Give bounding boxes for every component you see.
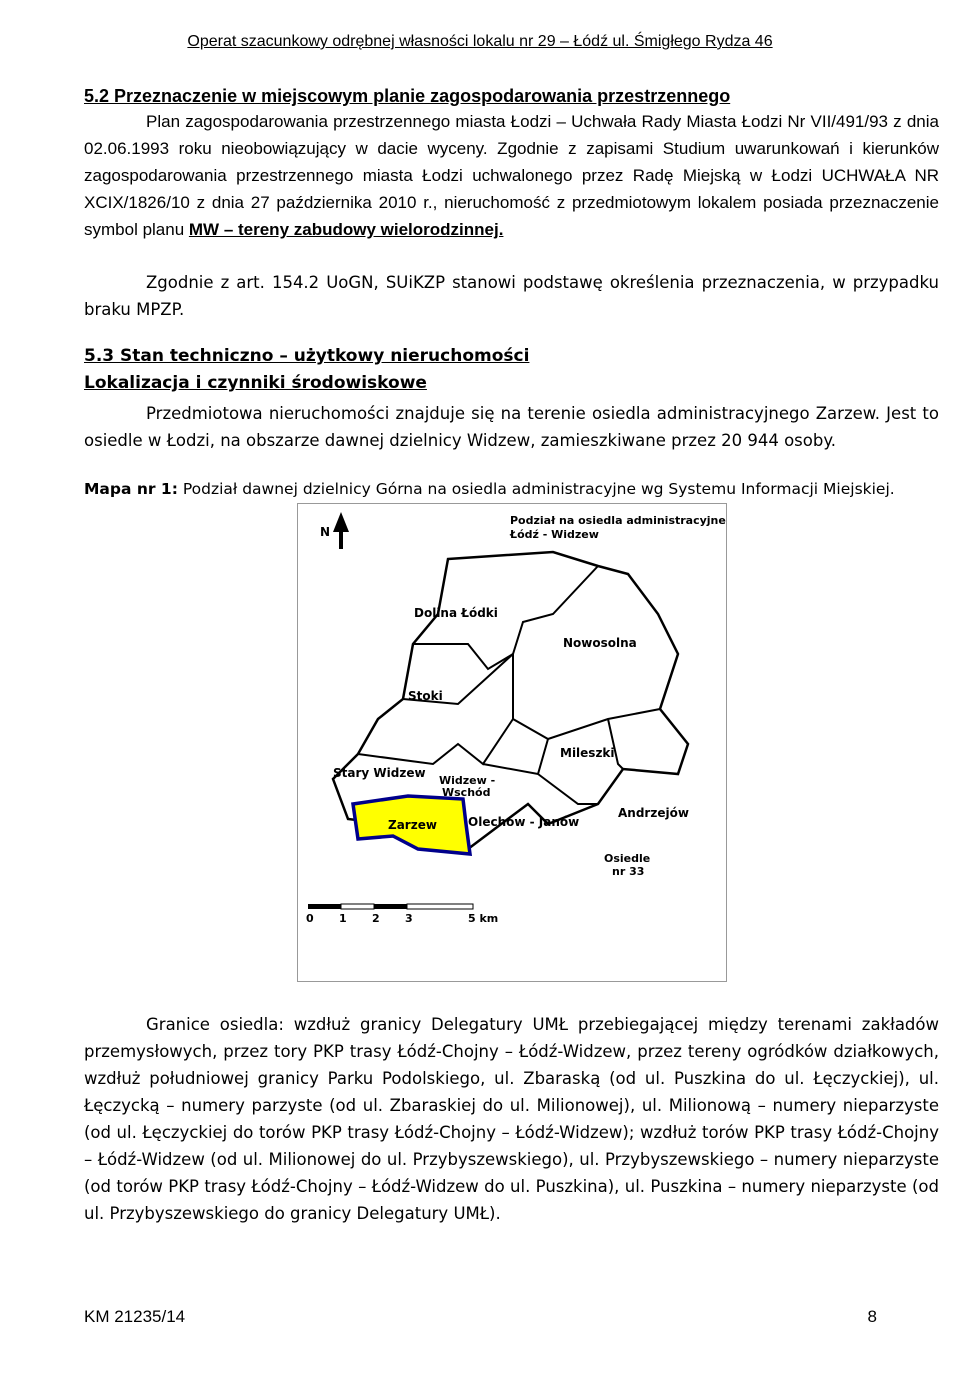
map-title-line2: Łódź - Widzew bbox=[510, 528, 599, 541]
label-stoki: Stoki bbox=[408, 689, 443, 703]
scale-segment-4 bbox=[407, 904, 473, 909]
label-widzew-wschod-2: Wschód bbox=[442, 786, 491, 799]
map-caption-text: Podział dawnej dzielnicy Górna na osiedla administracyjne wg Systemu Informacji Miejskiej. bbox=[177, 480, 895, 498]
label-nowosolna: Nowosolna bbox=[563, 636, 637, 650]
running-header: Operat szacunkowy odrębnej własności lokalu nr 29 – Łódź ul. Śmigłego Rydza 46 bbox=[187, 33, 773, 50]
map-caption bbox=[84, 480, 939, 498]
label-osiedle-33-2: nr 33 bbox=[612, 865, 645, 878]
label-osiedle-33-1: Osiedle bbox=[604, 852, 651, 865]
section-5-3-body: Przedmiotowa nieruchomości znajduje się na terenie osiedla administracyjnego Zarzew. Jest to osiedle w Łodzi, na obszarze dawnej dzielnicy Widzew, zamieszkiwane przez 20 944 osoby. bbox=[84, 404, 939, 450]
footer-reference: KM 21235/14 bbox=[84, 1307, 186, 1326]
label-stary-widzew: Stary Widzew bbox=[333, 766, 426, 780]
scale-tick-5km: 5 km bbox=[468, 912, 499, 925]
zoning-designation: MW – tereny zabudowy wielorodzinnej. bbox=[188, 220, 504, 239]
map-caption-label: Mapa nr 1: bbox=[84, 480, 178, 498]
map-title-line1: Podział na osiedla administracyjne bbox=[510, 514, 726, 527]
scale-segment-3 bbox=[374, 904, 407, 909]
district-map bbox=[297, 503, 727, 982]
scale-segment-1 bbox=[308, 904, 341, 909]
section-5-3-title: 5.3 Stan techniczno – użytkowy nieruchomości bbox=[84, 346, 530, 366]
scale-tick-0: 0 bbox=[306, 912, 314, 925]
label-widzew-wschod-1: Widzew - bbox=[439, 774, 496, 787]
district-map-svg bbox=[298, 504, 726, 981]
section-5-2-note: Zgodnie z art. 154.2 UoGN, SUiKZP stanowi podstawę określenia przeznaczenia, w przypadku braku MPZP. bbox=[84, 273, 939, 319]
label-olechow-janow: Olechów - Janów bbox=[468, 815, 580, 829]
label-zarzew: Zarzew bbox=[388, 818, 437, 832]
section-5-2-title: 5.2 Przeznaczenie w miejscowym planie zagospodarowania przestrzennego bbox=[84, 86, 731, 106]
scale-tick-1: 1 bbox=[339, 912, 347, 925]
page-number: 8 bbox=[867, 1307, 877, 1326]
label-dolina-lodki: Dolina Łódki bbox=[414, 606, 498, 620]
north-label: N bbox=[320, 525, 331, 539]
settlement-boundaries: Granice osiedla: wzdłuż granicy Delegatury UMŁ przebiegającej między terenami zakładów przemysłowych, przez tory PKP trasy Łódź-Chojny – Łódź-Widzew, przez tereny ogródków działkowych, wzdłuż południowej granicy Parku Podolskiego, ul. Zbaraską (od ul. Puszkina do ul. Łęczyckiej), ul. Łęczycką – numery parzyste (od ul. Zbaraskiej do ul. Milionowej), ul. Milionową – numery nieparzyste (od ul. Łęczyckiej do torów PKP trasy Łódź-Chojny – Łódź-Widzew); wzdłuż torów PKP trasy Łódź-Chojny – Łódź-Widzew (od ul. Milionowej do ul. Przybyszewskiego), ul. Przybyszewskiego – numery nieparzyste (od torów PKP trasy Łódź-Chojny – Łódź-Widzew do ul. Puszkina), ul. Puszkina – numery nieparzyste (od ul. Przybyszewskiego do granicy Delegatury UMŁ). bbox=[84, 1015, 939, 1223]
label-andrzejow: Andrzejów bbox=[618, 806, 689, 820]
section-5-3-subtitle: Lokalizacja i czynniki środowiskowe bbox=[84, 373, 427, 393]
scale-tick-2: 2 bbox=[372, 912, 380, 925]
section-5-2-body bbox=[84, 108, 939, 243]
scale-tick-3: 3 bbox=[405, 912, 413, 925]
scale-segment-2 bbox=[341, 904, 374, 909]
section-5-2-body-text: Plan zagospodarowania przestrzennego miasta Łodzi – Uchwała Rady Miasta Łodzi Nr VII/491/93 z dnia 02.06.1993 roku nieobowiązujący w dacie wyceny. Zgodnie z zapisami Studium uwarunkowań i kierunków zagospodarowania przestrzennego miasta Łodzi uchwalonego przez Radę Miejską w Łodzi UCHWAŁA NR XCIX/1826/10 z dnia 27 października 2010 r., nieruchomość z przedmiotowym lokalem posiada przeznaczenie symbol planu bbox=[84, 112, 939, 239]
label-mileszki: Mileszki bbox=[560, 746, 615, 760]
